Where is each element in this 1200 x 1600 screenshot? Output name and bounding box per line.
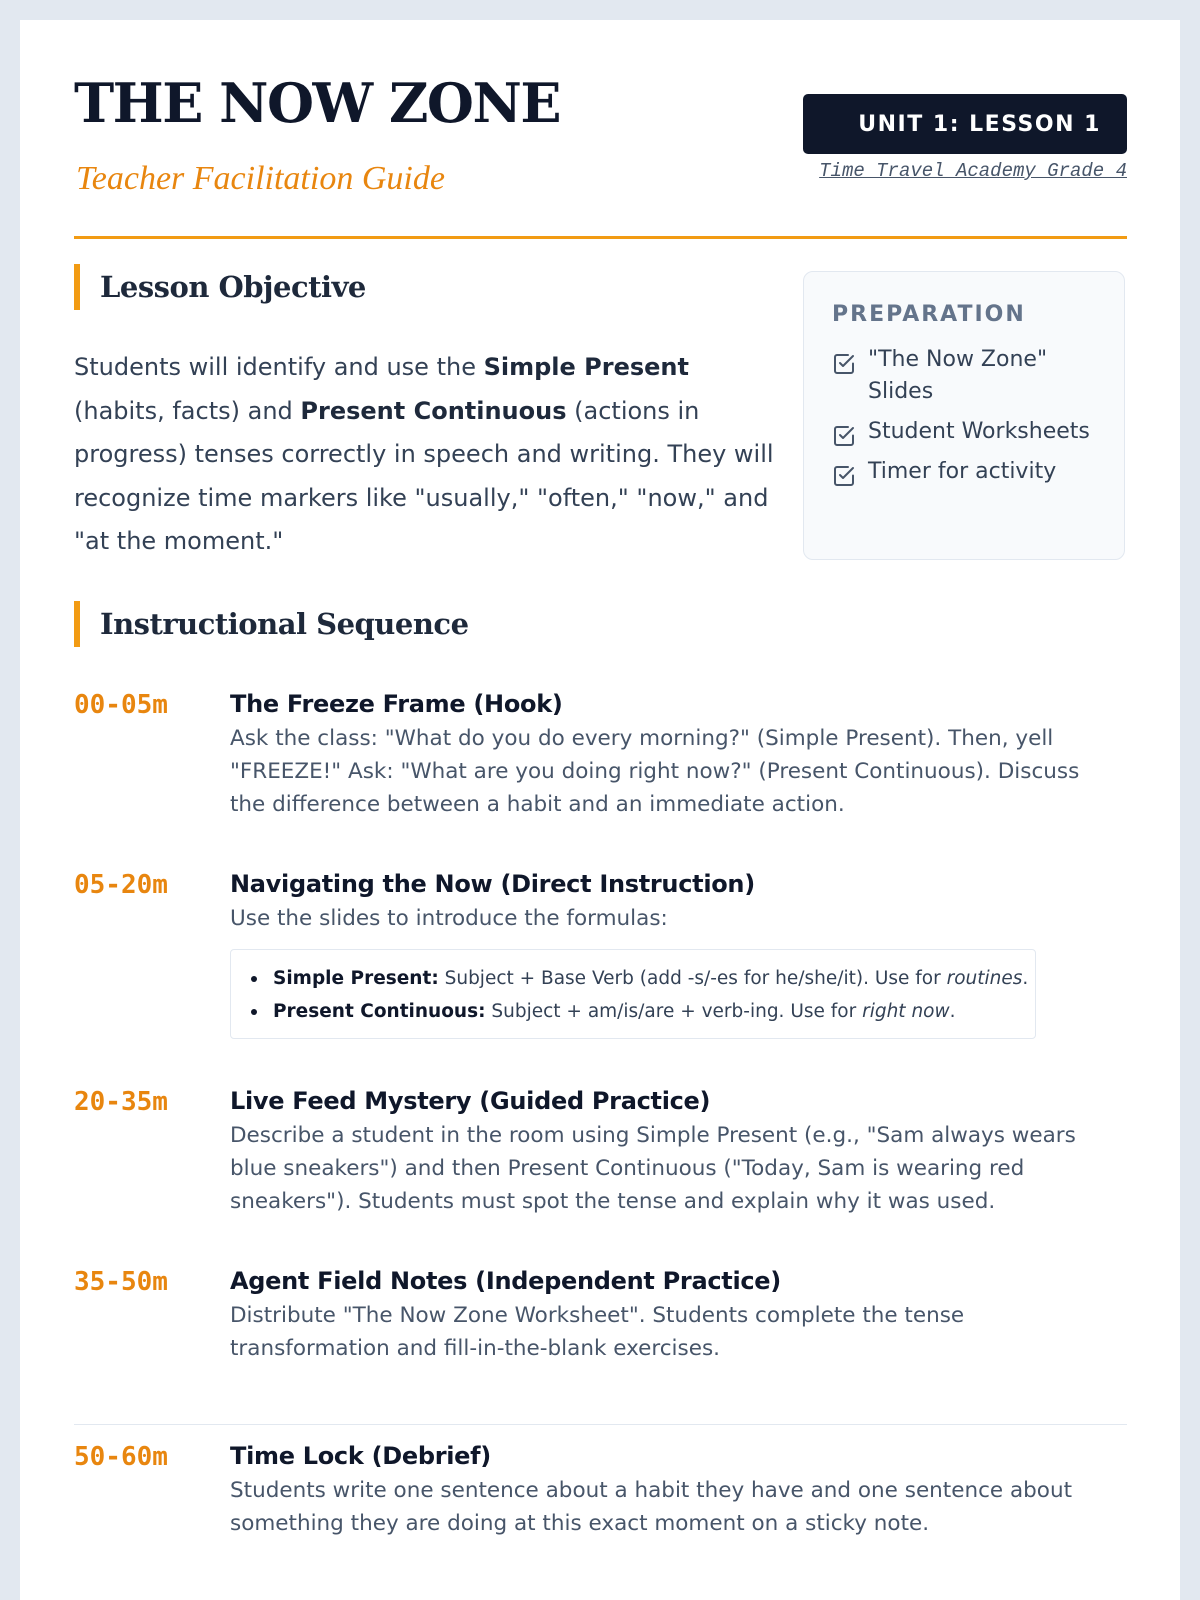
agenda-step-time: 50-60m: [74, 1442, 168, 1472]
formula-label: Simple Present:: [273, 968, 439, 989]
formula-item-simple-present: [249, 962, 1029, 995]
formula-text: Subject + am/is/are + verb-ing. Use for: [485, 1001, 863, 1022]
checkbox-checked-icon: [832, 464, 856, 488]
page-title: THE NOW ZONE: [74, 71, 560, 135]
agenda-step-time: 20-35m: [74, 1087, 168, 1117]
objective-term-simple-present: Simple Present: [483, 353, 689, 381]
agenda-step-description: Distribute "The Now Zone Worksheet". Students complete the tense transformation and fill-in-the-blank exercises.: [230, 1303, 965, 1361]
agenda-step-time: 00-05m: [74, 690, 168, 720]
formula-emphasis: routines: [946, 968, 1023, 989]
agenda-step-title: Live Feed Mystery (Guided Practice): [230, 1087, 711, 1115]
header: [74, 71, 1127, 239]
agenda-step-title: Agent Field Notes (Independent Practice): [230, 1267, 781, 1295]
academy-link[interactable]: Time Travel Academy Grade 4: [819, 160, 1127, 182]
formula-box: [230, 949, 1036, 1039]
agenda-step-body: [230, 868, 1110, 1039]
agenda-step-title: The Freeze Frame (Hook): [230, 690, 563, 718]
formula-label: Present Continuous:: [273, 1001, 486, 1022]
preparation-item: [832, 416, 1112, 448]
objective-text-part: (actions in progress) tenses correctly in speech and writing. They will recognize time markers like "usually," "often," "now," and "at the moment.": [74, 396, 774, 555]
agenda-step-title: Navigating the Now (Direct Instruction): [230, 870, 755, 898]
preparation-title: PREPARATION: [832, 302, 1026, 327]
divider: [74, 1424, 1127, 1425]
preparation-item-label: "The Now Zone" Slides: [868, 347, 1048, 404]
formula-emphasis: right now: [862, 1001, 950, 1022]
agenda-step-description: Students write one sentence about a habit they have and one sentence about something they are doing at this exact moment on a sticky note.: [230, 1478, 1072, 1536]
unit-badge: UNIT 1: LESSON 1: [803, 94, 1127, 154]
preparation-item: [832, 344, 1112, 408]
agenda-step-title: Time Lock (Debrief): [230, 1442, 491, 1470]
objective-text-part: (habits, facts) and: [74, 396, 301, 425]
formula-item-present-continuous: [249, 995, 1025, 1028]
lesson-objective-heading: Lesson Objective: [74, 264, 366, 310]
formula-end: .: [1022, 968, 1029, 989]
formula-text: Subject + Base Verb (add -s/-es for he/she/it). Use for: [438, 968, 947, 989]
agenda-step-body: [230, 1440, 1110, 1540]
page-subtitle: Teacher Facilitation Guide: [76, 160, 445, 197]
instructional-sequence-heading: Instructional Sequence: [74, 601, 469, 647]
objective-text-part: Students will identify and use the: [74, 353, 484, 381]
preparation-panel: [803, 271, 1125, 560]
agenda-step-description: Use the slides to introduce the formulas:: [230, 906, 668, 931]
checkbox-checked-icon: [832, 352, 856, 376]
agenda-step-description: Describe a student in the room using Simple Present (e.g., "Sam always wears blue sneakers") and then Present Continuous ("Today, Sam is wearing red sneakers"). Students must spot the tense and explain why it was used.: [230, 1123, 1076, 1214]
agenda-step-body: [230, 688, 1110, 821]
objective-term-present-continuous: Present Continuous: [300, 396, 567, 425]
agenda-step-time: 05-20m: [74, 870, 168, 900]
checkbox-checked-icon: [832, 424, 856, 448]
preparation-item: [832, 456, 1112, 488]
agenda-step-body: [230, 1085, 1110, 1218]
preparation-item-label: Timer for activity: [868, 459, 1057, 484]
preparation-item-label: Student Worksheets: [868, 419, 1090, 444]
agenda-step-time: 35-50m: [74, 1267, 168, 1297]
agenda-step-body: [230, 1265, 1110, 1365]
objective-text: [74, 346, 774, 564]
agenda-step-description: Ask the class: "What do you do every morning?" (Simple Present). Then, yell "FREEZE!" Ask: "What are you doing right now?" (Present Continuous). Discuss the difference between a habit and an immediate action.: [230, 726, 1080, 817]
formula-end: .: [949, 1001, 956, 1022]
preparation-list: [832, 344, 1112, 496]
page: [20, 20, 1180, 1600]
